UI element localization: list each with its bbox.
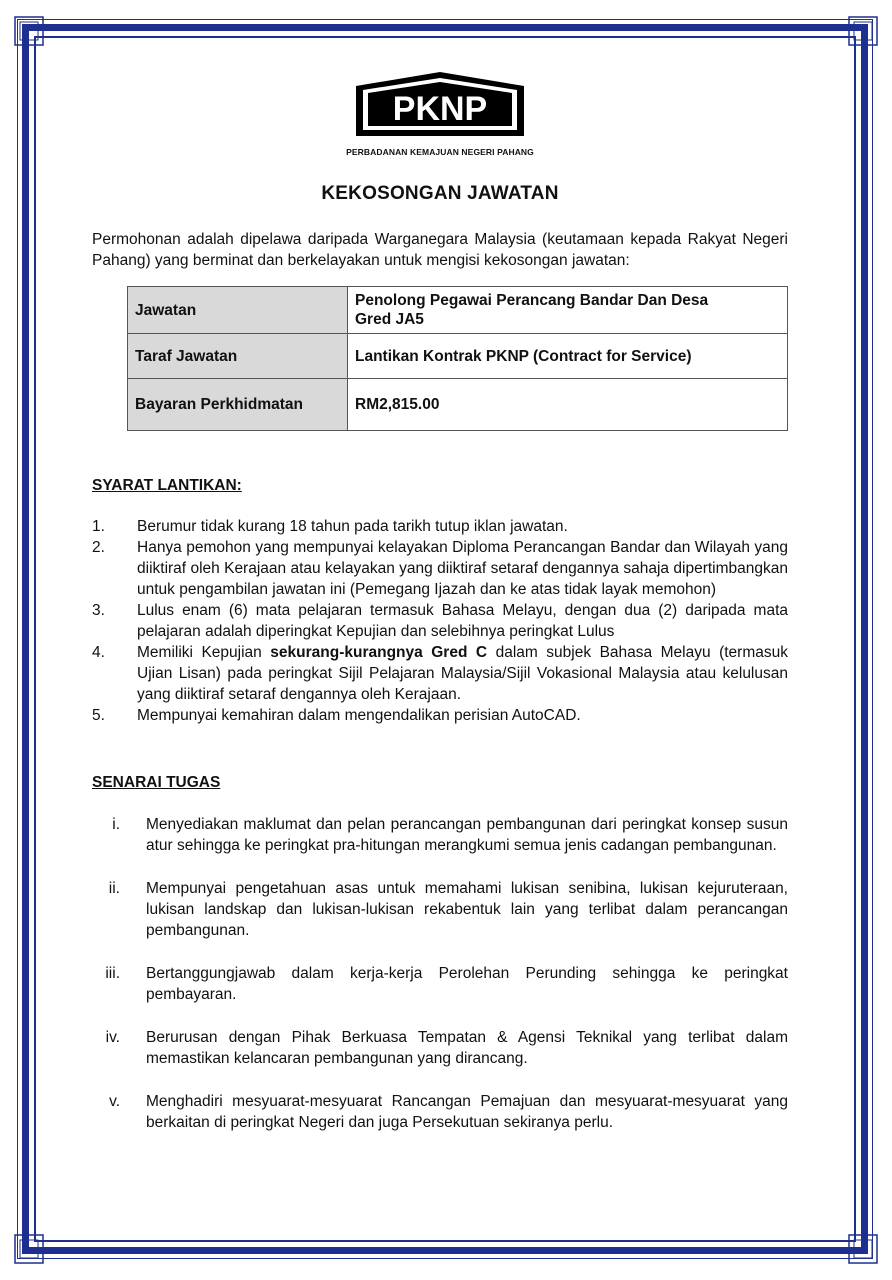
item-text: Berumur tidak kurang 18 tahun pada tarikh tutup iklan jawatan. xyxy=(137,518,568,535)
item-number: ii. xyxy=(108,880,120,897)
table-row xyxy=(128,287,788,334)
item-text: Mempunyai kemahiran dalam mengendalikan perisian AutoCAD. xyxy=(137,707,581,724)
table-row xyxy=(128,334,788,379)
requirements-list xyxy=(92,516,788,726)
item-number: v. xyxy=(109,1093,120,1110)
item-text-bold: sekurang-kurangnya Gred C xyxy=(270,644,488,661)
corner-ornament-bottom-right xyxy=(848,1234,878,1264)
item-text: Hanya pemohon yang mempunyai kelayakan Diploma Perancangan Bandar dan Wilayah yang diiktiraf oleh Kerajaan atau kelayakan yang diiktiraf setaraf dengannya sahaja dipertimbangkan untuk pengambilan jawatan ini (Pemegang Ijazah dan ke atas tidak layak memohon) xyxy=(137,539,788,598)
list-item xyxy=(92,814,788,856)
item-text: Lulus enam (6) mata pelajaran termasuk Bahasa Melayu, dengan dua (2) daripada mata pelajaran adalah diperingkat Kepujian dan selebihnya peringkat Lulus xyxy=(137,602,788,640)
item-number: iii. xyxy=(105,965,120,982)
logo-text: PKNP xyxy=(392,90,488,128)
corner-ornament-bottom-left xyxy=(14,1234,44,1264)
item-text: Bertanggungjawab dalam kerja-kerja Perolehan Perunding sehingga ke peringkat pembayaran. xyxy=(146,965,788,1003)
logo-subtitle: PERBADANAN KEMAJUAN NEGERI PAHANG xyxy=(346,147,534,157)
row-label: Taraf Jawatan xyxy=(128,334,348,379)
list-item xyxy=(92,963,788,1005)
list-item xyxy=(92,705,788,726)
item-text: Menyediakan maklumat dan pelan perancangan pembangunan dari peringkat konsep susun atur sehingga ke peringkat pra-hitungan merangkumi semua jenis cadangan pembangunan. xyxy=(146,816,788,854)
list-item xyxy=(92,642,788,705)
page-title: KEKOSONGAN JAWATAN xyxy=(321,183,559,204)
requirements-heading: SYARAT LANTIKAN: xyxy=(92,477,242,494)
list-item xyxy=(92,600,788,642)
item-text-end: dalam subjek Bahasa Melayu (termasuk Ujian Lisan) pada peringkat Sijil Pelajaran Malaysia/Sijil Vokasional Malaysia atau kelulusan yang diiktiraf setaraf dengannya oleh Kerajaan. xyxy=(137,644,788,703)
item-text-start: Memiliki Kepujian xyxy=(137,644,271,661)
item-text: Mempunyai pengetahuan asas untuk memahami lukisan senibina, lukisan kejuruteraan, lukisan landskap dan lukisan-lukisan rekabentuk lain yang terlibat dalam perancangan pembangunan. xyxy=(146,880,788,939)
item-number: 4. xyxy=(92,644,105,661)
row-label: Jawatan xyxy=(128,287,348,334)
position-name: Penolong Pegawai Perancang Bandar Dan Desa xyxy=(355,292,709,309)
item-text: Berurusan dengan Pihak Berkuasa Tempatan & Agensi Teknikal yang terlibat dalam memastikan kelancaran pembangunan yang dirancang. xyxy=(146,1029,788,1067)
item-number: 5. xyxy=(92,707,105,724)
item-number: iv. xyxy=(105,1029,120,1046)
row-value: Lantikan Kontrak PKNP (Contract for Service) xyxy=(348,334,788,379)
corner-ornament-top-left xyxy=(14,16,44,46)
item-text: Menghadiri mesyuarat-mesyuarat Rancangan Pemajuan dan mesyuarat-mesyuarat yang berkaitan di peringkat Negeri dan juga Persekutuan sekiranya perlu. xyxy=(146,1093,788,1131)
row-value: RM2,815.00 xyxy=(348,379,788,431)
item-number: 3. xyxy=(92,602,105,619)
pknp-logo-mark xyxy=(352,70,528,140)
list-item xyxy=(92,516,788,537)
intro-paragraph: Permohonan adalah dipelawa daripada Warganegara Malaysia (keutamaan kepada Rakyat Negeri Pahang) yang berminat dan berkelayakan untuk mengisi kekosongan jawatan: xyxy=(92,231,788,269)
item-number: i. xyxy=(112,816,120,833)
list-item xyxy=(92,1091,788,1133)
position-info-table xyxy=(127,286,788,431)
list-item xyxy=(92,878,788,941)
pknp-logo xyxy=(92,70,788,157)
row-label: Bayaran Perkhidmatan xyxy=(128,379,348,431)
duties-list xyxy=(92,814,788,1133)
document-body xyxy=(92,70,788,1155)
corner-ornament-top-right xyxy=(848,16,878,46)
item-text xyxy=(137,642,788,705)
row-value xyxy=(348,287,788,334)
list-item xyxy=(92,537,788,600)
table-row xyxy=(128,379,788,431)
duties-heading: SENARAI TUGAS xyxy=(92,774,221,791)
position-grade: Gred JA5 xyxy=(355,311,424,328)
item-number: 1. xyxy=(92,518,105,535)
list-item xyxy=(92,1027,788,1069)
item-number: 2. xyxy=(92,539,105,556)
